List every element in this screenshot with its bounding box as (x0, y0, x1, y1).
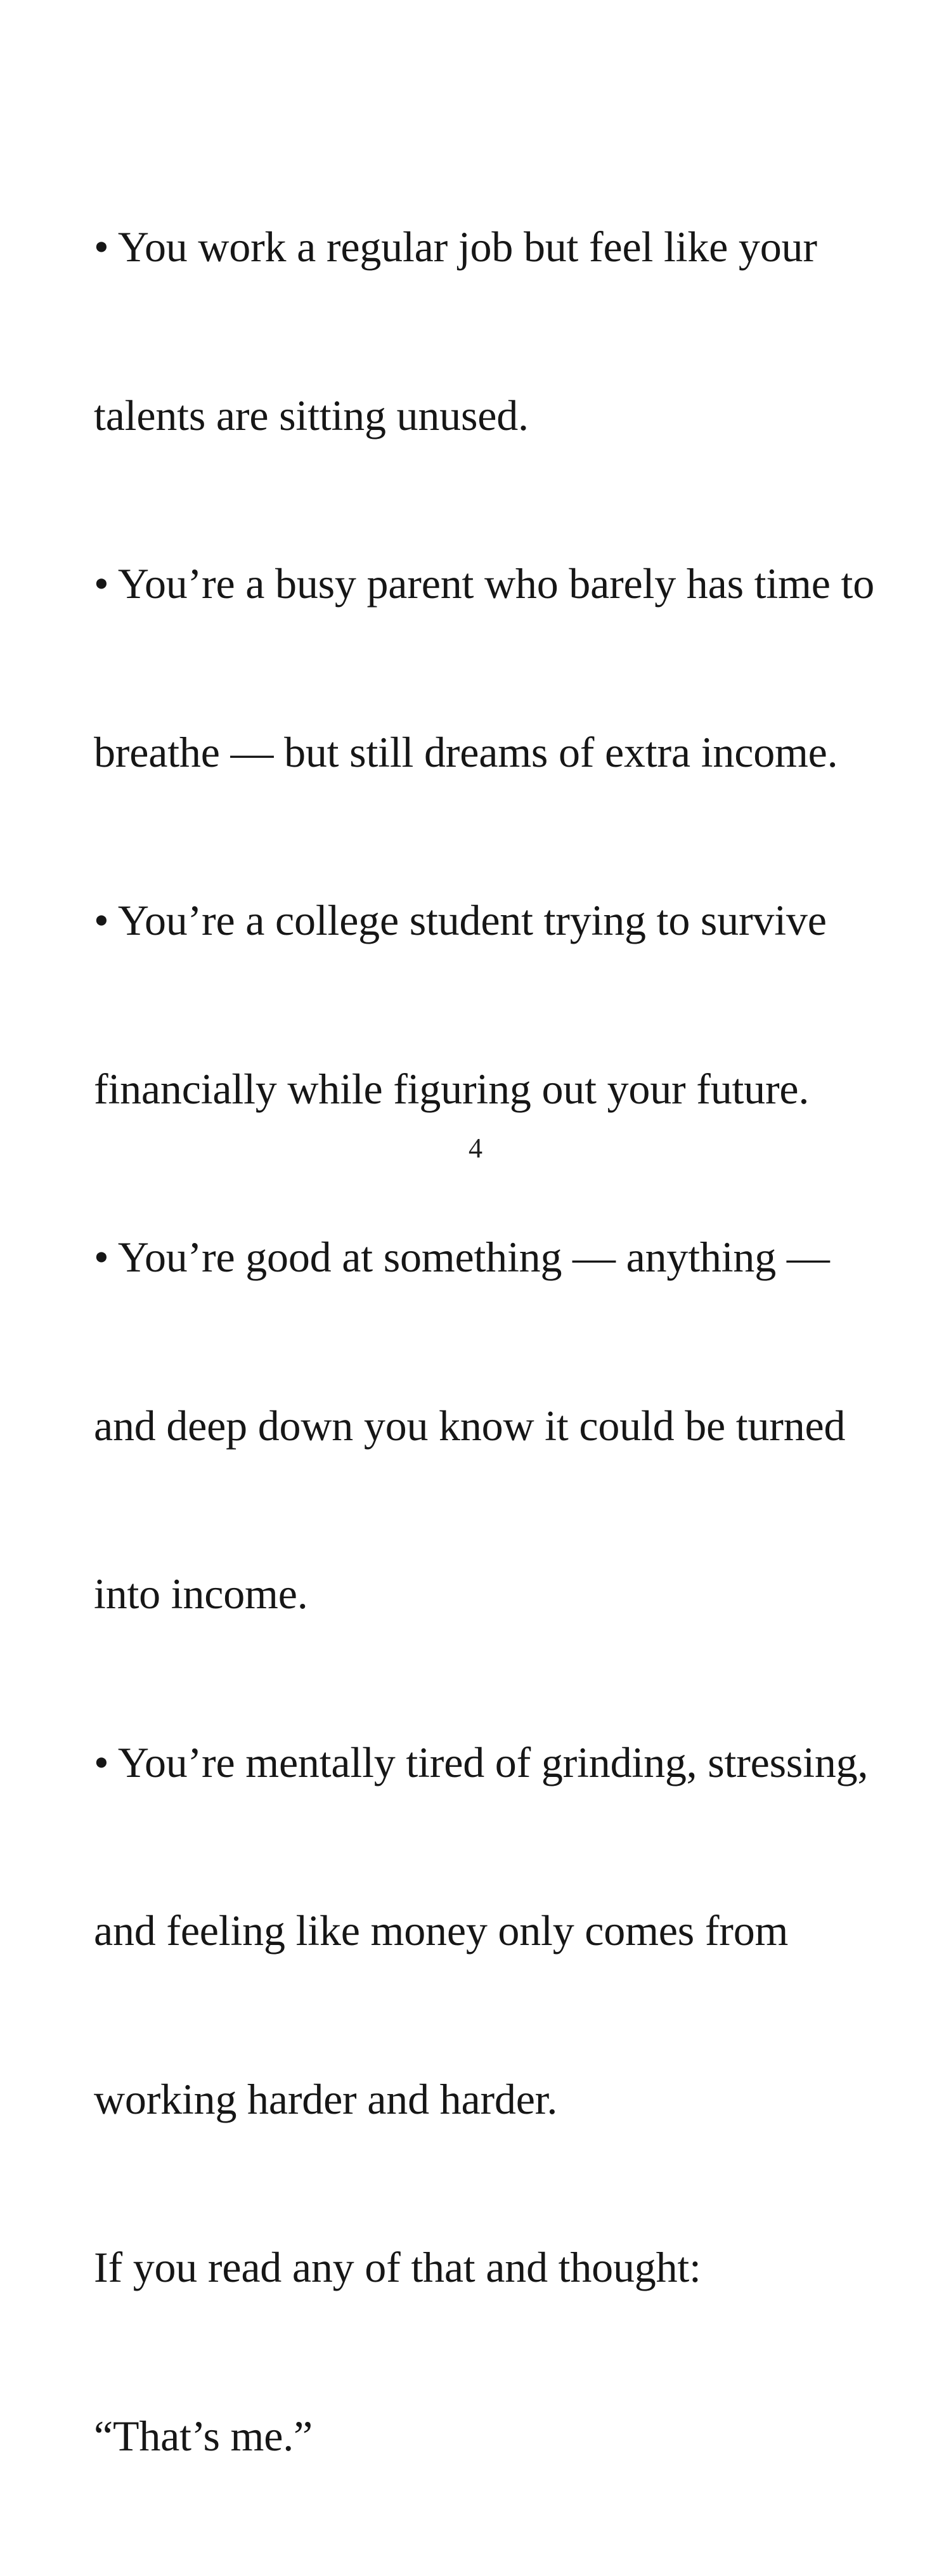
text-line: talents are sitting unused. (94, 391, 529, 439)
text-line: If you read any of that and thought: (94, 2243, 701, 2291)
text-line: and feeling like money only comes from (94, 1906, 789, 1955)
page-footer (0, 1135, 951, 1162)
text-line: • You’re good at something — anything — (94, 1233, 830, 1281)
text-line: working harder and harder. (94, 2074, 558, 2123)
page-number: 4 (469, 1133, 482, 1164)
text-line: breathe — but still dreams of extra income. (94, 727, 838, 776)
text-line: • You’re mentally tired of grinding, stressing, (94, 1738, 869, 1786)
text-line: and deep down you know it could be turned (94, 1401, 846, 1450)
text-line: into income. (94, 1570, 308, 1618)
text-line: • You’re a busy parent who barely has time to (94, 559, 875, 608)
text-line: financially while figuring out your future. (94, 1064, 810, 1113)
text-line: “That’s me.” (94, 2411, 313, 2460)
text-line: • You work a regular job but feel like your (94, 223, 817, 271)
body-text (94, 107, 905, 2576)
text-line: • You’re a college student trying to survive (94, 896, 827, 944)
